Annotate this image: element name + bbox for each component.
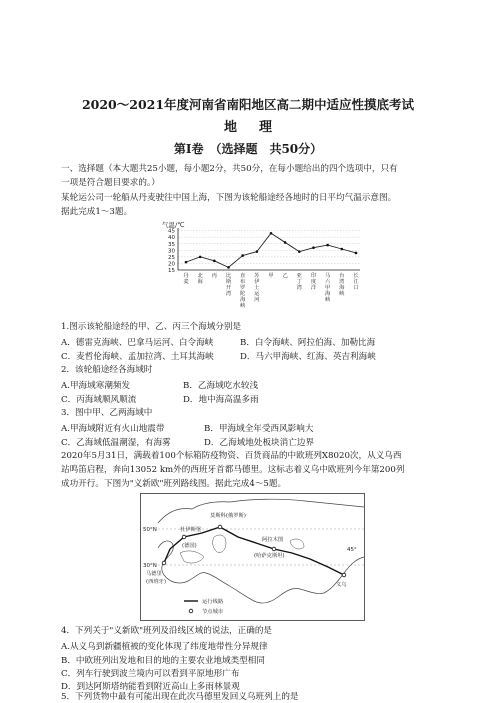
chart-xtick-label: 长江口	[353, 273, 359, 291]
chart-xtick-label: 甲	[268, 273, 274, 279]
context-line1: 某轮运公司一轮船从丹麦驶往中国上海，下图为该轮船途经各地时的日平均气温示意图。	[61, 193, 397, 203]
q3-option-d[interactable]: D．乙海域地处板块消亡边界	[204, 438, 315, 448]
node-moscow	[218, 525, 222, 529]
label-almaty: 阿拉木图	[262, 537, 284, 543]
chart-point	[270, 232, 273, 235]
q2-option-d[interactable]: D．地中海高温多雨	[183, 395, 259, 405]
chart-point	[355, 252, 358, 255]
label-spain: (西班牙)	[146, 579, 167, 585]
exam-title: 2020～2021年度河南省南阳地区高二期中适应性摸底考试	[81, 97, 415, 112]
chart-xtick-label: 乙	[282, 273, 288, 279]
chart-ytick-label: 35	[168, 241, 175, 248]
node-almaty	[272, 547, 276, 551]
part-title: 第Ⅰ卷 （选择题 共50分）	[173, 142, 323, 156]
q4-option-a[interactable]: A.从义乌到新疆植被的变化体现了纬度地带性分异规律	[61, 642, 268, 652]
q3-stem: 3．图中甲、乙两海域中	[61, 408, 153, 418]
chart-ylabel: 气温/℃	[162, 221, 185, 229]
chart-ytick-label: 45	[168, 228, 175, 235]
subject-title: 地理	[223, 120, 294, 135]
section-intro-line2: 一项是符合题目要求的。）	[61, 178, 160, 188]
chart-ytick-label: 15	[168, 268, 175, 274]
context-line2: 据此完成1～3题。	[61, 207, 133, 217]
q1-option-a[interactable]: A．德雷克海峡、巴拿马运河、白令海峡	[61, 338, 214, 348]
chart-xtick-label: 苏伊士运河	[254, 273, 260, 303]
q1-option-d[interactable]: D．马六甲海峡、红海、英吉利海峡	[240, 352, 376, 362]
chart-point	[241, 254, 244, 257]
q2-option-a[interactable]: A.甲海域寒潮频发	[61, 381, 131, 391]
label-moscow: 莫斯科(俄罗斯)	[210, 513, 246, 519]
q1-option-c[interactable]: C．麦哲伦海峡、孟加拉湾、土耳其海峡	[61, 352, 214, 362]
lat-30-label: 30°N	[143, 563, 157, 569]
node-yiwu	[342, 573, 346, 577]
q1-option-b[interactable]: B．白令海峡、阿拉伯海、加勒比海	[240, 338, 376, 348]
chart-xtick-label: 亚丁湾	[296, 273, 302, 291]
chart-xtick-label: 北海	[197, 273, 203, 285]
temperature-chart	[150, 220, 365, 318]
q4-option-b[interactable]: B．中欧班列出发地和目的地的主要农业地域类型相同	[61, 656, 265, 666]
label-madrid: 马德里	[146, 571, 162, 577]
chart-xtick-label: 印度洋	[310, 273, 317, 291]
chart-ytick-label: 30	[168, 248, 175, 255]
chart-point	[227, 266, 230, 269]
chart-point	[312, 246, 315, 249]
legend-node-symbol	[189, 609, 193, 613]
legend-node-label: 节点城市	[202, 609, 224, 615]
q1-stem: 1.图示该轮船途经的甲、乙、丙三个海域分别是	[61, 322, 242, 332]
chart-point	[341, 248, 344, 251]
chart-point	[199, 256, 202, 259]
route-map	[140, 493, 365, 621]
chart-point	[256, 250, 259, 253]
q4-stem: 4．下列关于"义新欧"班列及沿线区域的说法，正确的是	[61, 626, 273, 636]
q5-stem: 5．下列货物中最有可能出现在此次马德里发回义乌班列上的是	[61, 692, 299, 702]
legend-route-label: 运行线路	[202, 599, 224, 605]
section2-line2: 站鸣笛启程，奔向13052 km外的西班牙首都马德里。这标志着义乌中欧班列今年第200列	[61, 465, 405, 475]
q4-option-c[interactable]: C．列车行驶到波兰境内可以看到平原地形广布	[61, 669, 240, 679]
q3-option-a[interactable]: A.甲海域附近有火山地震带	[61, 424, 165, 434]
q4-option-d[interactable]: D．到达阿斯塔纳能看到附近高山上多雨林景观	[61, 682, 240, 692]
label-duisburg: 杜伊斯堡	[180, 527, 202, 533]
chart-xtick-label: 丙	[211, 273, 217, 279]
chart-ytick-label: 20	[168, 261, 175, 268]
label-germany: (德国)	[182, 543, 197, 549]
label-kazakh: (哈萨克斯坦)	[254, 553, 285, 559]
chart-xtick-label: 比斯开湾	[225, 273, 232, 297]
lat-45-label: 45°	[347, 547, 357, 553]
node-madrid	[162, 561, 166, 565]
chart-xtick-label: 台湾海峡	[339, 273, 345, 297]
chart-xtick-label: 马六甲海峡	[325, 273, 331, 303]
section-intro-line1: 一、选择题（本大题共25小题，每小题2分，共50分，在每小题给出的四个选项中，只有	[61, 164, 398, 174]
chart-xtick-label: 丹麦	[183, 273, 189, 285]
chart-point	[213, 260, 216, 263]
chart-point	[326, 244, 329, 247]
node-duisburg	[182, 535, 186, 539]
q3-option-b[interactable]: B．甲海域全年受西风影响大	[204, 424, 314, 434]
label-yiwu: 义乌	[336, 582, 347, 588]
chart-ytick-label: 40	[168, 235, 175, 242]
section2-line1: 2020年5月31日，满载着100个标箱防疫物资、百货商品的中欧班列X8020次，从义乌西	[61, 451, 402, 461]
chart-ytick-label: 25	[168, 254, 175, 261]
lat-50-label: 50°N	[143, 527, 157, 533]
chart-point	[185, 261, 188, 264]
section2-line3: 成功开行。下图为"义新欧"班列路线图。据此完成4～5题。	[61, 479, 287, 489]
q2-option-c[interactable]: C．丙海域顺风顺流	[61, 395, 137, 405]
q2-option-b[interactable]: B．乙海域吃水较浅	[183, 381, 259, 391]
q2-stem: 2．该轮船途经各海域时	[61, 365, 153, 375]
chart-xtick-label: 直布罗陀海峡	[240, 273, 246, 309]
q3-option-c[interactable]: C．乙海域低温潮湿，有海雾	[61, 438, 171, 448]
chart-point	[298, 250, 301, 253]
chart-point	[284, 241, 287, 244]
